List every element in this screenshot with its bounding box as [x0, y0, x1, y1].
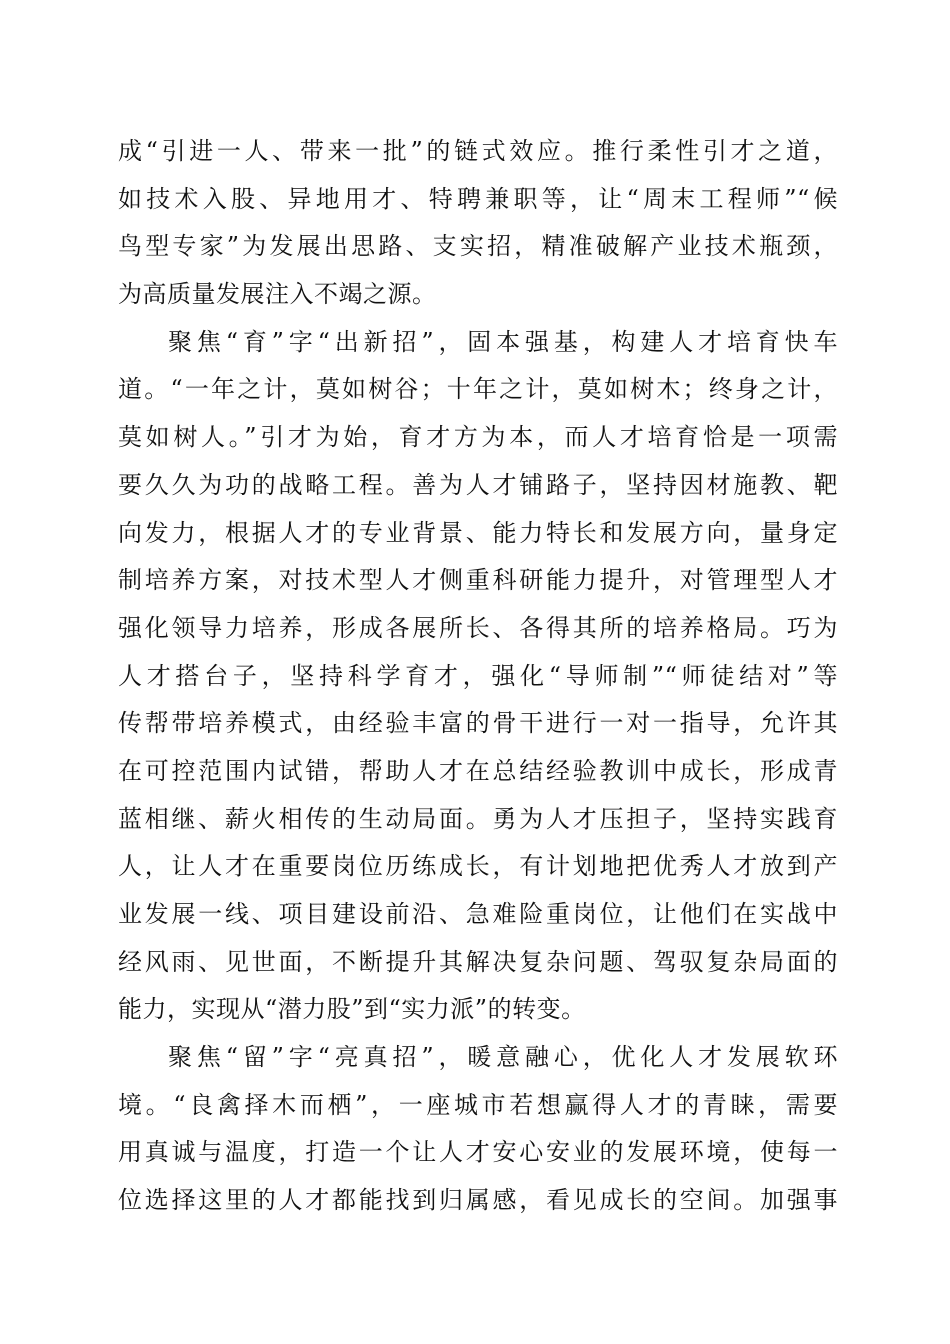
text-line: 境。“良禽择木而栖”，一座城市若想赢得人才的青睐，需要	[118, 1090, 838, 1119]
text-line: 莫如树人。”引才为始，育才方为本，而人才培育恰是一项需	[118, 423, 838, 452]
text-line: 聚焦“留”字“亮真招”，暖意融心，优化人才发展软环	[168, 1043, 838, 1072]
text-line: 聚焦“育”字“出新招”，固本强基，构建人才培育快车	[168, 327, 838, 356]
text-line: 用真诚与温度，打造一个让人才安心安业的发展环境，使每一	[118, 1138, 838, 1167]
text-line: 为高质量发展注入不竭之源。	[118, 280, 437, 309]
text-line: 蓝相继、薪火相传的生动局面。勇为人才压担子，坚持实践育	[118, 804, 838, 833]
text-line: 要久久为功的战略工程。善为人才铺路子，坚持因材施教、靶	[118, 470, 838, 499]
text-line: 鸟型专家”为发展出思路、支实招，精准破解产业技术瓶颈，	[118, 232, 838, 261]
text-line: 人才搭台子，坚持科学育才，强化“导师制”“师徒结对”等	[118, 661, 838, 690]
text-line: 经风雨、见世面，不断提升其解决复杂问题、驾驭复杂局面的	[118, 947, 838, 976]
text-line: 成“引进一人、带来一批”的链式效应。推行柔性引才之道，	[118, 137, 838, 165]
paragraph-1	[118, 128, 838, 319]
body-text	[118, 128, 838, 1225]
text-line: 强化领导力培养，形成各展所长、各得其所的培养格局。巧为	[118, 613, 838, 642]
text-line: 位选择这里的人才都能找到归属感，看见成长的空间。加强事	[118, 1186, 838, 1215]
paragraph-3	[118, 1034, 838, 1225]
text-line: 人，让人才在重要岗位历练成长，有计划地把优秀人才放到产	[118, 852, 838, 881]
text-line: 如技术入股、异地用才、特聘兼职等，让“周末工程师”“候	[118, 184, 838, 213]
text-line: 业发展一线、项目建设前沿、急难险重岗位，让他们在实战中	[118, 900, 838, 928]
text-line: 道。“一年之计，莫如树谷；十年之计，莫如树木；终身之计，	[118, 375, 838, 404]
text-line: 能力，实现从“潜力股”到“实力派”的转变。	[118, 995, 586, 1024]
text-line: 传帮带培养模式，由经验丰富的骨干进行一对一指导，允许其	[118, 709, 838, 738]
text-line: 在可控范围内试错，帮助人才在总结经验教训中成长，形成青	[118, 756, 838, 785]
text-line: 制培养方案，对技术型人才侧重科研能力提升，对管理型人才	[118, 566, 838, 595]
text-line: 向发力，根据人才的专业背景、能力特长和发展方向，量身定	[118, 518, 838, 547]
paragraph-2	[118, 319, 838, 1034]
